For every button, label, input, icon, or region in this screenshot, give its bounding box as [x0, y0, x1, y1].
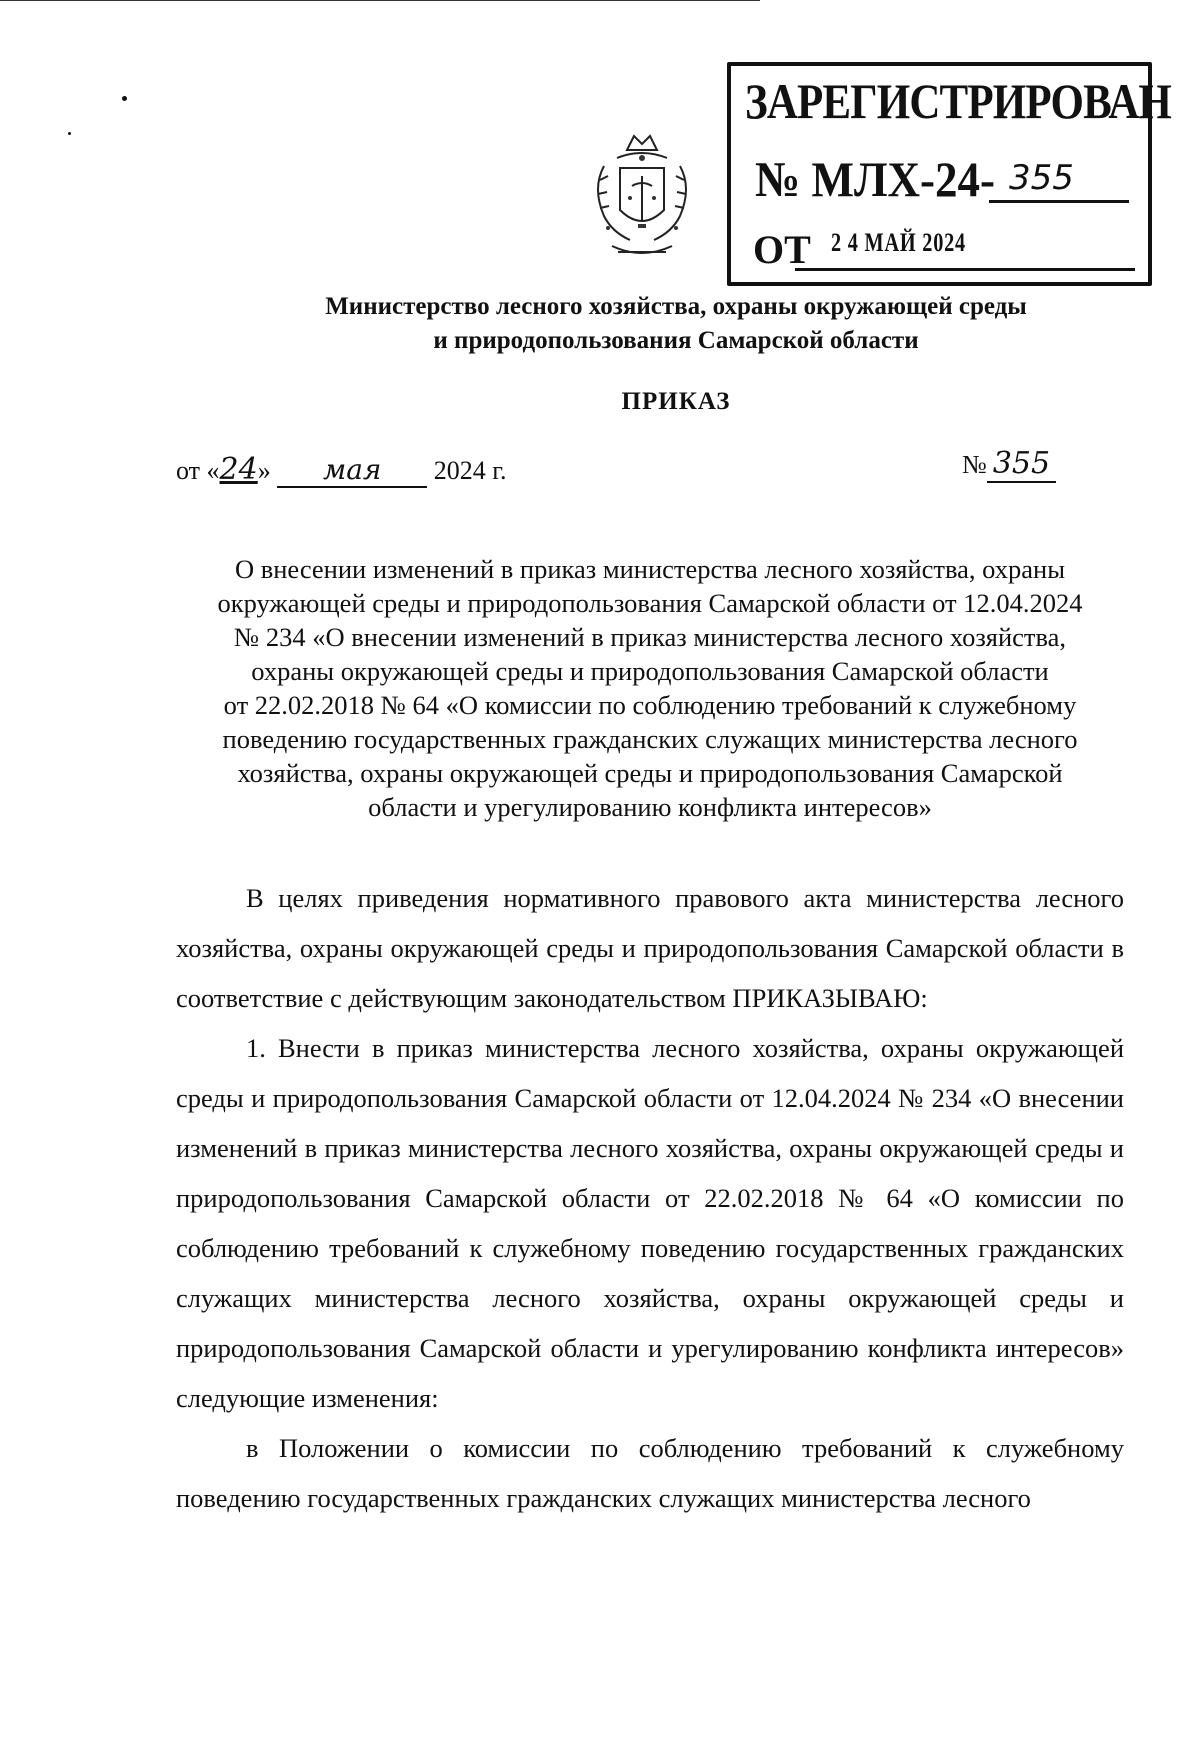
- stamp-number-underline: [989, 200, 1129, 203]
- subject-line: хозяйства, охраны окружающей среды и природопользования Самарской: [237, 758, 1063, 788]
- ministry-header-line-2: и природопользования Самарской области: [433, 327, 919, 354]
- subject-line: от 22.02.2018 № 64 «О комиссии по соблюдению требований к служебному: [223, 690, 1077, 720]
- subject-line: окружающей среды и природопользования Самарской области от 12.04.2024: [217, 588, 1083, 618]
- subject-line: № 234 «О внесении изменений в приказ министерства лесного хозяйства,: [233, 622, 1067, 652]
- stamp-date-prefix: ОТ: [753, 227, 811, 272]
- order-subject: [176, 552, 1124, 824]
- body-paragraph: 1. Внести в приказ министерства лесного хозяйства, охраны окружающей среды и природопользования Самарской области от 12.04.2024 № 234 «О внесении изменений в приказ министерства лесного хозяйства, охраны окружающей среды и природопользования Самарской области от 22.02.2018 № 64 «О комиссии по соблюдению требований к служебному поведению государственных гражданских служащих министерства лесного хозяйства, охраны окружающей среды и природопользования Самарской области и урегулированию конфликта интересов» следующие изменения:: [176, 1033, 1124, 1413]
- order-year: 2024 г.: [433, 456, 507, 485]
- body-paragraph: в Положении о комиссии по соблюдению требований к служебному поведению государственных гражданских служащих министерства лесного: [176, 1433, 1124, 1513]
- order-number-value: 355: [987, 446, 1056, 483]
- stamp-number-prefix: № МЛХ-24-: [755, 151, 995, 207]
- subject-line: охраны окружающей среды и природопользования Самарской области: [251, 656, 1049, 686]
- document-title: ПРИКАЗ: [621, 388, 731, 415]
- order-body: [176, 873, 1124, 1523]
- order-day: 24: [219, 452, 258, 487]
- ministry-header-line-1: Министерство лесного хозяйства, охраны окружающей среды: [325, 293, 1027, 320]
- scan-speck: [68, 132, 71, 135]
- order-date-prefix: от «: [176, 456, 220, 485]
- body-paragraph: В целях приведения нормативного правового акта министерства лесного хозяйства, охраны окружающей среды и природопользования Самарской области в соответствие с действующим законодательством ПРИКАЗЫВАЮ:: [176, 883, 1124, 1013]
- subject-line: поведению государственных гражданских служащих министерства лесного: [222, 724, 1078, 754]
- subject-line: О внесении изменений в приказ министерства лесного хозяйства, охраны: [234, 554, 1066, 584]
- coat-of-arms-emblem: [582, 128, 702, 264]
- order-number-prefix: №: [962, 450, 987, 479]
- order-month: мая: [277, 453, 427, 488]
- stamp-date-underline: [795, 268, 1135, 271]
- stamp-number-handwritten: 355: [1009, 158, 1074, 198]
- subject-line: области и урегулированию конфликта интересов»: [368, 792, 932, 822]
- order-date-mid: »: [257, 456, 271, 485]
- scan-speck: [122, 96, 127, 101]
- order-number: [962, 446, 1056, 481]
- registration-stamp: [727, 62, 1171, 286]
- stamp-date: 2 4 МАЙ 2024: [831, 228, 966, 257]
- scan-edge-line: [0, 0, 760, 1]
- stamp-title: ЗАРЕГИСТРИРОВАН: [745, 73, 1171, 129]
- order-date: [176, 452, 506, 488]
